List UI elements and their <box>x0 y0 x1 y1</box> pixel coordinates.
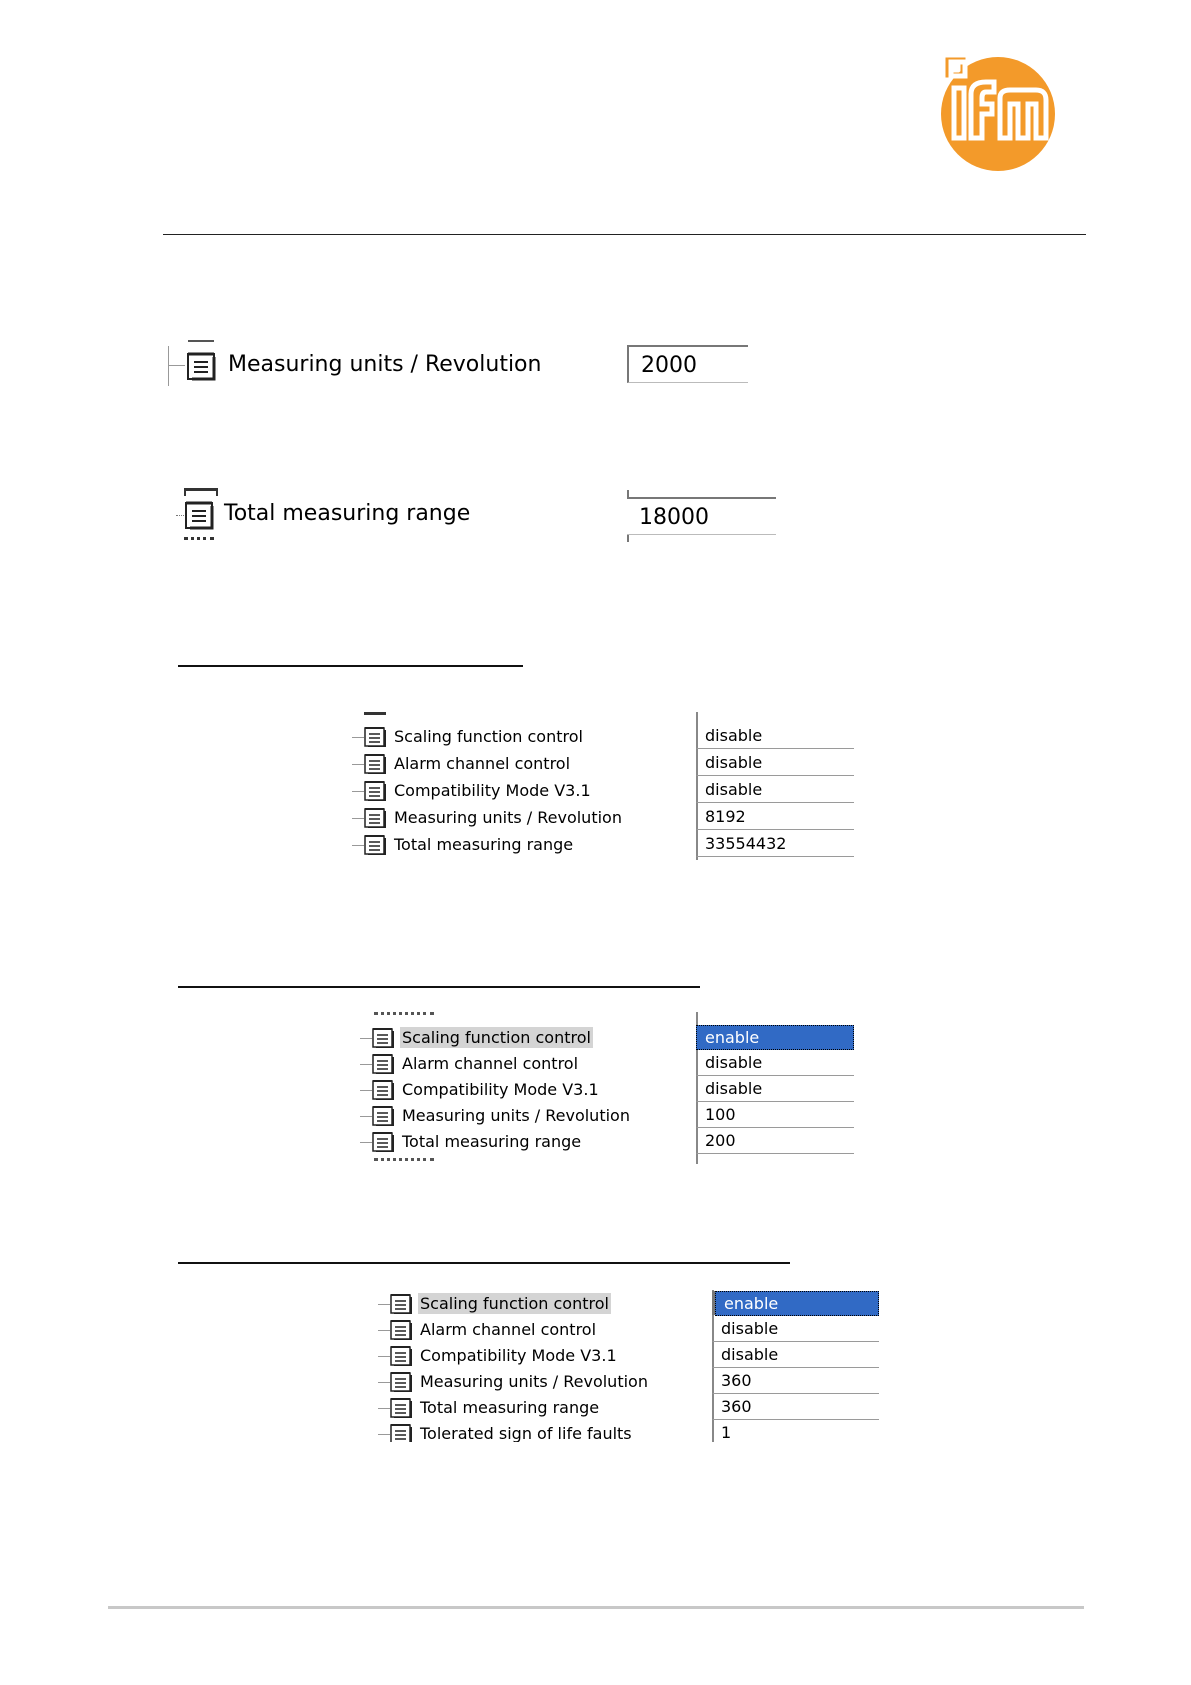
property-table-1 <box>352 712 854 860</box>
row-label: Alarm channel control <box>394 754 571 773</box>
measuring-units-row[interactable] <box>168 340 748 390</box>
property-icon <box>390 1372 412 1392</box>
row-label: Compatibility Mode V3.1 <box>394 781 591 800</box>
row-value[interactable]: disable <box>712 1343 879 1368</box>
property-icon <box>372 1028 394 1048</box>
property-table-2 <box>360 1012 854 1164</box>
row-value[interactable]: 360 <box>712 1395 879 1420</box>
total-range-value[interactable]: 18000 <box>627 497 776 535</box>
property-icon <box>364 754 386 774</box>
property-icon <box>184 500 214 530</box>
row-label: Measuring units / Revolution <box>420 1372 648 1391</box>
row-label: Alarm channel control <box>420 1320 597 1339</box>
row-value[interactable]: 200 <box>696 1129 854 1154</box>
heading-underline <box>178 665 523 667</box>
row-label: Measuring units / Revolution <box>402 1106 630 1125</box>
row-label: Total measuring range <box>420 1398 600 1417</box>
property-icon <box>364 808 386 828</box>
property-icon <box>186 351 216 381</box>
property-icon <box>372 1106 394 1126</box>
property-table-3 <box>378 1290 879 1442</box>
row-value[interactable]: 33554432 <box>696 832 854 857</box>
row-value[interactable]: 100 <box>696 1103 854 1128</box>
row-label-selected: Scaling function control <box>402 1028 591 1047</box>
property-icon <box>390 1294 412 1314</box>
row-value[interactable]: disable <box>696 1051 854 1076</box>
row-value[interactable]: disable <box>696 1077 854 1102</box>
total-range-label: Total measuring range <box>224 501 471 526</box>
table-row[interactable] <box>352 751 854 777</box>
property-icon <box>390 1398 412 1418</box>
row-value[interactable]: 360 <box>712 1369 879 1394</box>
table-row[interactable] <box>352 724 854 750</box>
row-value[interactable]: 8192 <box>696 805 854 830</box>
table-row[interactable] <box>360 1129 854 1155</box>
header-divider <box>163 234 1086 235</box>
property-icon <box>364 727 386 747</box>
row-label: Alarm channel control <box>402 1054 579 1073</box>
heading-underline <box>178 1262 790 1264</box>
ifm-logo <box>938 52 1058 172</box>
row-value[interactable]: disable <box>696 724 854 749</box>
row-value-selected[interactable]: enable <box>696 1025 854 1050</box>
property-icon <box>390 1320 412 1340</box>
table-row[interactable] <box>378 1291 879 1317</box>
table-row[interactable] <box>352 805 854 831</box>
row-label: Compatibility Mode V3.1 <box>420 1346 617 1365</box>
row-label: Total measuring range <box>402 1132 582 1151</box>
table-row[interactable] <box>378 1317 879 1343</box>
row-label-selected: Scaling function control <box>420 1294 609 1313</box>
row-label: Compatibility Mode V3.1 <box>402 1080 599 1099</box>
heading-underline <box>178 986 700 988</box>
row-value[interactable]: disable <box>696 778 854 803</box>
table-row[interactable] <box>360 1051 854 1077</box>
row-label: Scaling function control <box>394 727 583 746</box>
table-row[interactable] <box>378 1369 879 1395</box>
property-icon-fragment <box>188 340 214 346</box>
row-value-selected[interactable]: enable <box>715 1291 879 1316</box>
row-value[interactable]: 1 <box>712 1421 879 1442</box>
table-row[interactable] <box>352 778 854 804</box>
table-row[interactable] <box>378 1343 879 1369</box>
table-row[interactable] <box>378 1421 879 1442</box>
property-icon <box>372 1054 394 1074</box>
property-icon <box>364 781 386 801</box>
row-label: Total measuring range <box>394 835 574 854</box>
row-value[interactable]: disable <box>712 1317 879 1342</box>
property-icon <box>390 1346 412 1366</box>
footer-divider <box>108 1606 1084 1609</box>
table-row[interactable] <box>360 1025 854 1051</box>
table-row[interactable] <box>352 832 854 858</box>
row-label: Measuring units / Revolution <box>394 808 622 827</box>
property-icon <box>372 1080 394 1100</box>
property-icon <box>390 1424 412 1442</box>
table-row[interactable] <box>360 1103 854 1129</box>
table-row[interactable] <box>378 1395 879 1421</box>
measuring-units-value[interactable]: 2000 <box>627 345 748 383</box>
row-value[interactable]: disable <box>696 751 854 776</box>
property-icon <box>372 1132 394 1152</box>
row-label: Tolerated sign of life faults <box>420 1424 632 1442</box>
property-icon <box>364 835 386 855</box>
table-row[interactable] <box>360 1077 854 1103</box>
measuring-units-label: Measuring units / Revolution <box>228 352 542 377</box>
total-range-snippet <box>176 488 776 542</box>
